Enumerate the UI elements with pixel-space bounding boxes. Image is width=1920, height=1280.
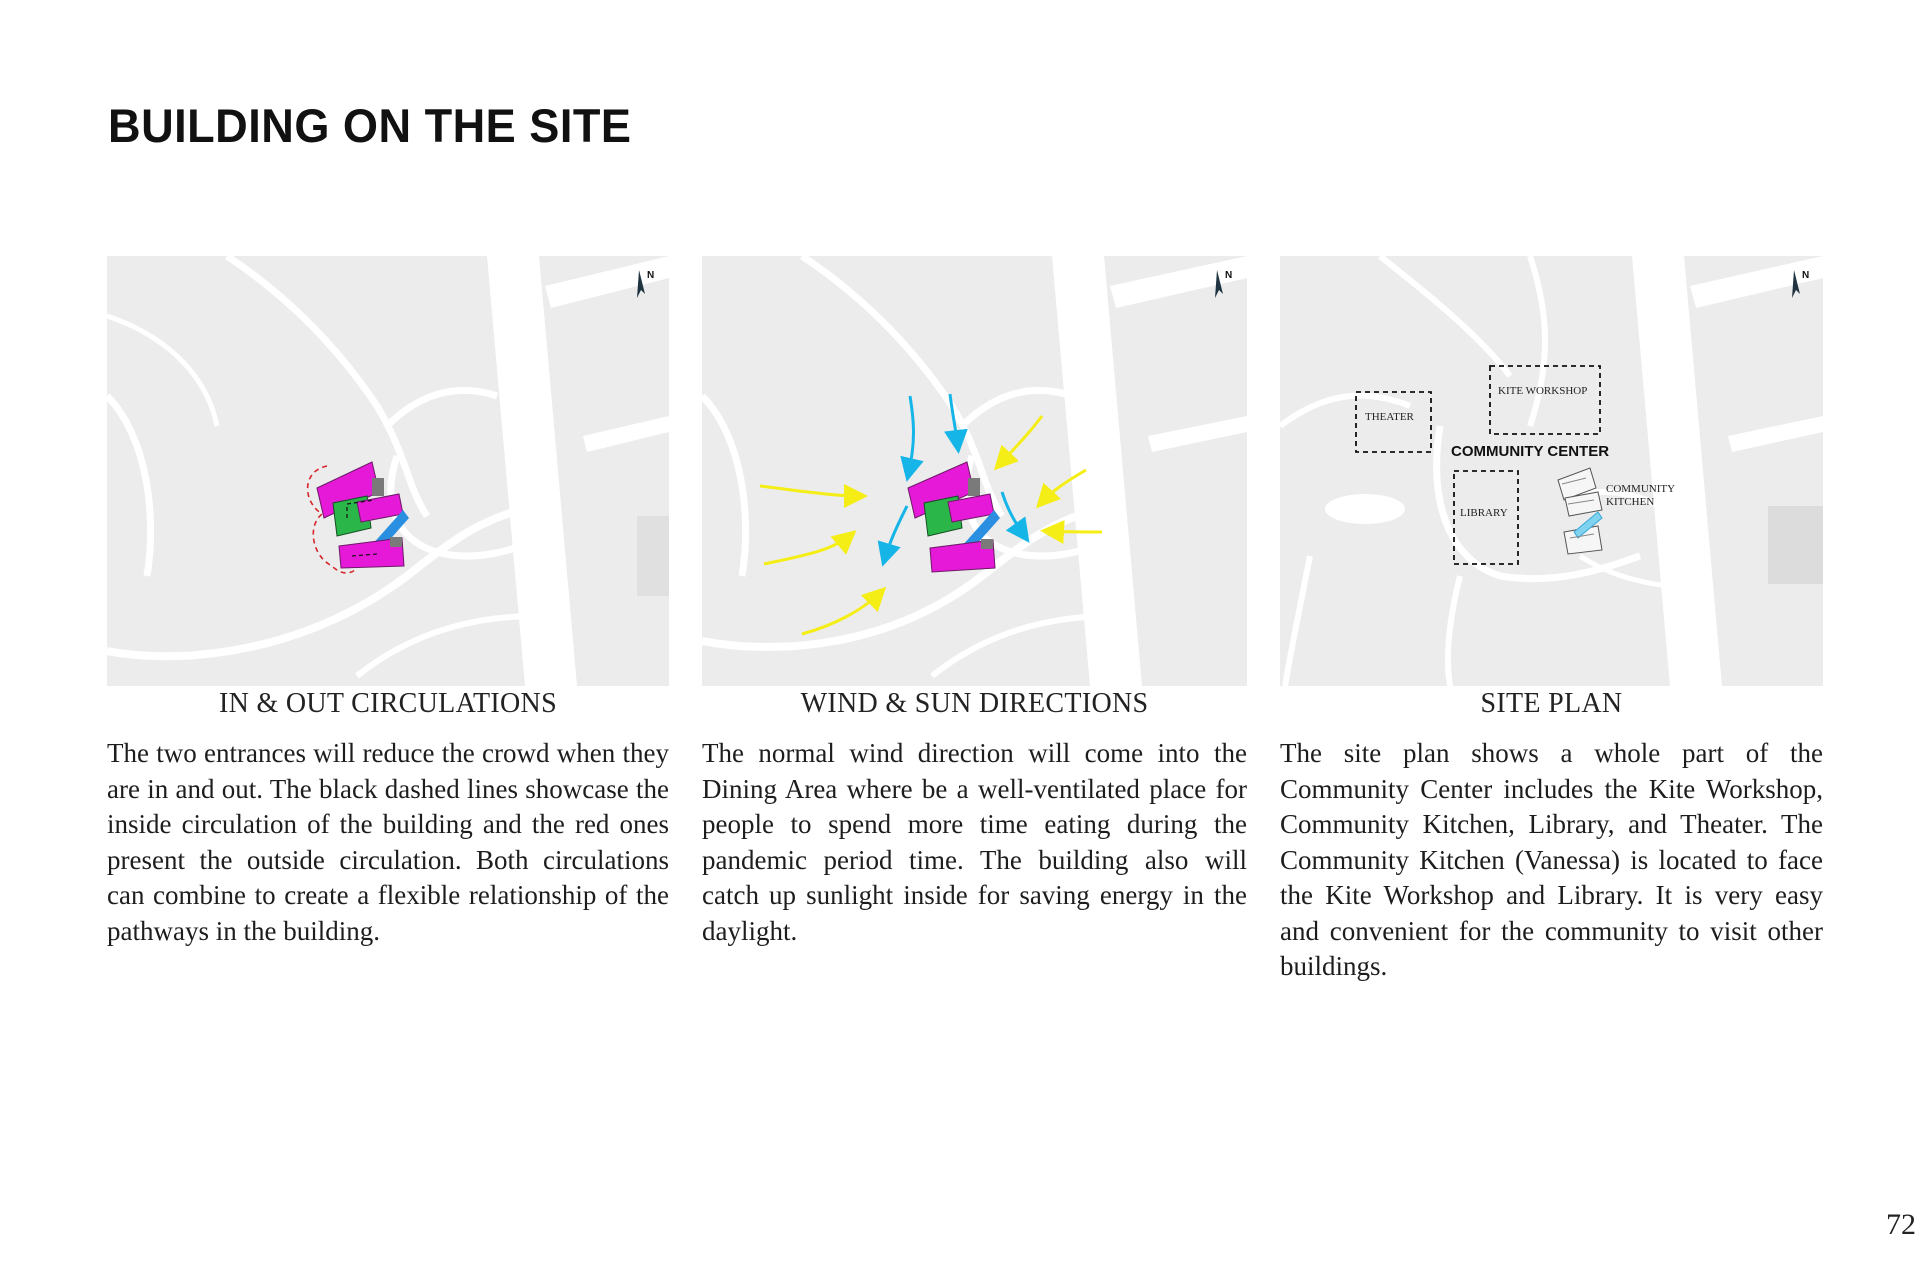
description-circulation: The two entrances will reduce the crowd when they are in and out. The black dashed lines showcase the inside circulation of the building and the red ones present the outside circulation. Both circulations can combine to create a flexible relationship of the pathways in the building. [107, 738, 669, 946]
label-library: LIBRARY [1460, 507, 1508, 519]
caption-circulation: IN & OUT CIRCULATIONS [219, 688, 557, 719]
svg-text:N: N [1225, 270, 1233, 281]
label-community-center: COMMUNITY CENTER [1451, 443, 1610, 460]
map-wind-sun [702, 256, 1247, 686]
description-wind-sun: The normal wind direction will come into the Dining Area where be a well-ventilated place for people to spend more time eating during the pandemic period time. The building also will catch up sunlight inside for saving energy in the daylight. [702, 738, 1247, 946]
page-title: BUILDING ON THE SITE [108, 99, 632, 152]
map-site-plan [1280, 256, 1823, 686]
map-circulation [107, 256, 669, 686]
label-kite-workshop: KITE WORKSHOP [1498, 385, 1588, 397]
page-number: 72 [1886, 1208, 1916, 1241]
description-site-plan: The site plan shows a whole part of the Community Center includes the Kite Workshop, Community Kitchen, Library, and Theater. The Community Kitchen (Vanessa) is located to face the Kite Workshop and Library. It is very easy and convenient for the community to visit other buildings. [1280, 738, 1823, 981]
svg-text:N: N [647, 270, 655, 281]
caption-wind-sun: WIND & SUN DIRECTIONS [800, 688, 1149, 719]
caption-site-plan: SITE PLAN [1480, 688, 1623, 719]
label-community-kitchen-line2: KITCHEN [1606, 496, 1655, 508]
label-community-kitchen-line1: COMMUNITY [1606, 483, 1676, 495]
label-theater: THEATER [1365, 411, 1414, 423]
svg-text:N: N [1802, 270, 1810, 281]
